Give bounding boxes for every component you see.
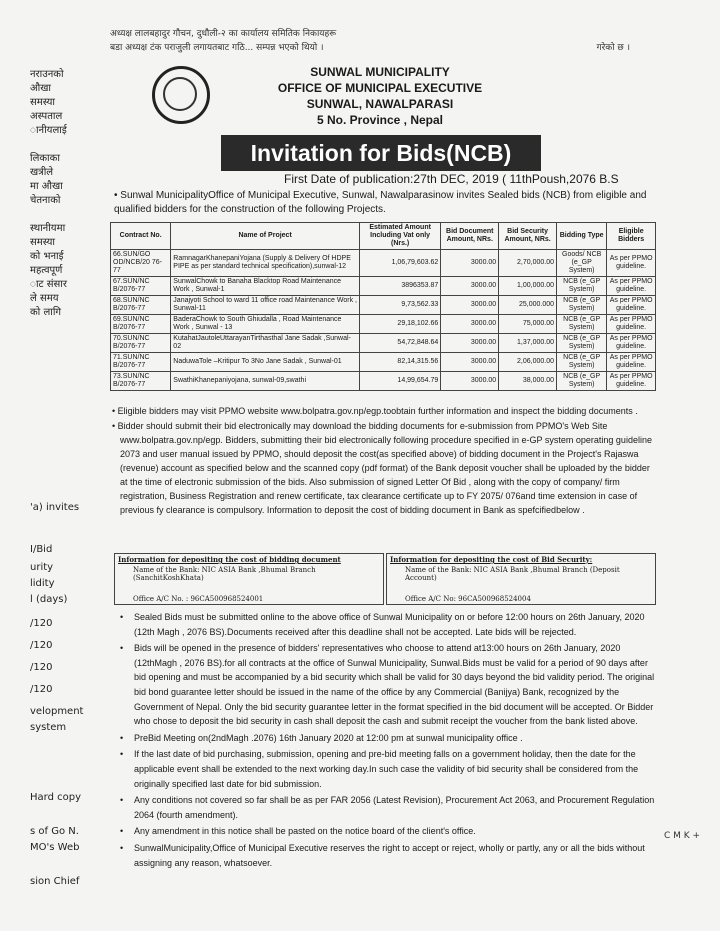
column-header: Name of Project <box>171 223 360 250</box>
table-cell: As per PPMO guideline. <box>607 353 656 372</box>
adjacent-column-word: sion Chief <box>30 876 80 887</box>
table-cell: 69.SUN/NC B/2076-77 <box>111 315 171 334</box>
bid-notice <box>104 62 656 912</box>
bidding-instructions <box>110 404 656 518</box>
table-cell: NCB (e_GP System) <box>557 315 607 334</box>
table-cell: SwathiKhanepaniyojana, sunwal-09,swathi <box>171 372 360 391</box>
adjacent-column-word: चेतनाको <box>30 195 61 206</box>
adjacent-column-word: महत्वपूर्ण <box>30 265 63 276</box>
adjacent-column-word: खत्रीले <box>30 167 54 178</box>
deposit-header: Information for depositing the cost of bidding document <box>118 555 341 564</box>
table-cell: NCB (e_GP System) <box>557 277 607 296</box>
table-header-row <box>111 223 656 250</box>
terms-list <box>110 610 656 872</box>
instruction-paragraph: • Eligible bidders may visit PPMO website www.bolpatra.gov.np/egp.toobtain further information and inspect the bidding documents . <box>112 406 638 416</box>
adjacent-column-word: /120 <box>30 618 53 629</box>
table-cell: Goods/ NCB (e_GP System) <box>557 250 607 277</box>
table-cell: 54,72,848.64 <box>359 334 440 353</box>
table-cell: NCB (e_GP System) <box>557 296 607 315</box>
intro-paragraph: • Sunwal MunicipalityOffice of Municipal Executive, Sunwal, Nawalparasinow invites Sealed bids (NCB) from eligible and qualified bidders for the construction of the following Projects. <box>114 190 647 215</box>
adjacent-column-word: नराउनको <box>30 69 64 80</box>
header-line-2: OFFICE OF MUNICIPAL EXECUTIVE <box>277 81 483 95</box>
table-body <box>111 250 656 391</box>
deposit-info <box>114 553 654 605</box>
adjacent-column-word: समस्या <box>30 237 56 248</box>
adjacent-column-word: /120 <box>30 684 53 695</box>
table-cell: KutahatJautoleUttarayanTirthasthal Jane Sadak ,Sunwal-02 <box>171 334 360 353</box>
adjacent-column-word: समस्या <box>30 97 56 108</box>
adjacent-column-word: अस्पताल <box>30 111 63 122</box>
print-registration-marks: C M K + <box>664 831 701 841</box>
column-header: Bid Security Amount, NRs. <box>499 223 557 250</box>
table-cell: As per PPMO guideline. <box>607 372 656 391</box>
column-header: Bid Document Amount, NRs. <box>441 223 499 250</box>
table-cell: 70.SUN/NC B/2076-77 <box>111 334 171 353</box>
column-header: Bidding Type <box>557 223 607 250</box>
table-cell: 9,73,562.33 <box>359 296 440 315</box>
nepal-emblem-seal <box>152 66 210 124</box>
table-cell: 3000.00 <box>441 296 499 315</box>
table-cell: 3000.00 <box>441 315 499 334</box>
deposit-box-document <box>114 553 384 605</box>
adjacent-column-word: MO's Web <box>30 842 80 853</box>
adjacent-column-word: को लागि <box>30 307 62 318</box>
table-cell: 3000.00 <box>441 250 499 277</box>
table-cell: 1,00,000.00 <box>499 277 557 296</box>
table-cell: As per PPMO guideline. <box>607 296 656 315</box>
table-cell: 66.SUN/GO OD/NCB/20 76-77 <box>111 250 171 277</box>
table-row <box>111 372 656 391</box>
table-cell: 2,70,000.00 <box>499 250 557 277</box>
adjacent-column-word: s of Go N. <box>30 826 79 837</box>
table-cell: 25,000.000 <box>499 296 557 315</box>
newspaper-top-strip <box>40 24 700 64</box>
deposit-bank: Name of the Bank: NIC ASIA Bank ,Bhumal Branch (SanchitKoshKhata) <box>133 566 316 582</box>
table-cell: 29,18,102.66 <box>359 315 440 334</box>
term-item: • If the last date of bid purchasing, submission, opening and pre-bid meeting falls on a government holiday, then the date for the applicable event shall be extended to the next working day.In such case the validity of bid security shall be considered from the originally specified last date for bid submission. <box>110 747 656 791</box>
adjacent-column-word: lidity <box>30 578 55 589</box>
table-cell: 68.SUN/NC B/2076-77 <box>111 296 171 315</box>
adjacent-column-word: /120 <box>30 640 53 651</box>
adjacent-column-word: urity <box>30 562 54 573</box>
table-cell: SunwalChowk to Banaha Blacktop Road Maintenance Work , Sunwal-1 <box>171 277 360 296</box>
table-row <box>111 315 656 334</box>
top-strip-line-2: बडा अध्यक्ष टंक पराजुली लगायतबाट गठि... सम्पन्न भएको थियो । <box>110 43 324 53</box>
table-cell: 75,000.00 <box>499 315 557 334</box>
table-cell: As per PPMO guideline. <box>607 277 656 296</box>
column-header: Estimated Amount Including Vat only (Nrs.) <box>359 223 440 250</box>
publication-date: First Date of publication:27th DEC, 2019 ( 11thPoush,2076 B.S <box>284 172 619 186</box>
notice-title: Invitation for Bids(NCB) <box>221 135 541 171</box>
adjacent-column-text <box>30 66 100 916</box>
adjacent-column-word: औखा <box>30 83 51 94</box>
adjacent-column-word: ले समय <box>30 293 59 304</box>
table-cell: NCB (e_GP System) <box>557 372 607 391</box>
table-cell: 3000.00 <box>441 353 499 372</box>
header-line-1: SUNWAL MUNICIPALITY <box>310 65 450 79</box>
deposit-account: Office A/C No: 96CA500968524004 <box>405 595 531 603</box>
table-cell: 2,06,000.00 <box>499 353 557 372</box>
table-cell: 14,99,654.79 <box>359 372 440 391</box>
term-item: • Any amendment in this notice shall be pasted on the notice board of the client's office. <box>110 824 656 839</box>
table-cell: 3896353.87 <box>359 277 440 296</box>
adjacent-column-word: velopment <box>30 706 84 717</box>
header-line-4: 5 No. Province , Nepal <box>316 113 444 127</box>
adjacent-column-word: ाट संसार <box>30 279 67 290</box>
table-row <box>111 334 656 353</box>
table-cell: BaderaChowk to South Ghiudalla , Road Maintenance Work , Sunwal - 13 <box>171 315 360 334</box>
top-strip-line-2-right: गरेको छ । <box>596 43 630 53</box>
table-cell: NCB (e_GP System) <box>557 334 607 353</box>
instruction-paragraph: • Bidder should submit their bid electronically may download the bidding documents for e-submission from PPMO's Web Site www.bolpatra.gov.np/egp. Bidders, submitting their bid electronically following procedure specified in e-GP system operating guideline 2073 and user manual issued by PPMO, should deposit the cost(as specified above) of bidding document in the Project's Rajaswa (revenue) account as specified below and the scanned copy (pdf format) of the Bank deposit voucher shall be uploaded by the bidder at the time of electronic submission of the bids. Also submission of signed Letter Of Bid , along with the copy of company/ firm registration, Business Registration and renew certificate, tax clearance certificate up to FY 2075/ 076and time extension in case of previous fy clearance is compulsory. Information to deposit the cost of bidding document in Bank as spefcifiedbelow . <box>112 421 652 515</box>
term-item: • Bids will be opened in the presence of bidders' representatives who choose to attend at13:00 hours on 26th January, 2020 (12thMagh , 2076 BS).for all contracts at the office of Sunwal Municipality, Sunwal.Bids must be valid for a period of 90 days after bid opening and must be accompanied by a bid security which shall be valid for 30 days beyond the bid validity period. The original bid bond guarantee letter should be issued in the name of the office by any Commercial (Banijya) Bank, recognized by the Government of Nepal. Only the bid security guarantee letter in the format specified in the bid document will be accepted. Or Bidder who chose to deposit the bid security in cash shall deposit the cash and submit receipt the voucher from the bank listed above. <box>110 641 656 729</box>
adjacent-column-word: /120 <box>30 662 53 673</box>
adjacent-column-word: I/Bid <box>30 544 53 555</box>
adjacent-column-word: मा औखा <box>30 181 63 192</box>
table-row <box>111 250 656 277</box>
table-row <box>111 353 656 372</box>
projects-table <box>110 222 656 391</box>
table-cell: 38,000.00 <box>499 372 557 391</box>
top-strip-line-1: अध्यक्ष लालबहादुर गौचन, दुधौली-२ का कार्यालय समितिक निकायहरू <box>110 29 337 39</box>
table-cell: NaduwaTole –Kritipur To 3No Jane Sadak , Sunwal-01 <box>171 353 360 372</box>
table-cell: 1,06,79,603.62 <box>359 250 440 277</box>
deposit-box-security <box>386 553 656 605</box>
deposit-bank: Name of the Bank: NIC ASIA Bank ,Bhumal Branch (Deposit Account) <box>405 566 620 582</box>
table-cell: As per PPMO guideline. <box>607 250 656 277</box>
adjacent-column-word: को भनाई <box>30 251 64 262</box>
deposit-account: Office A/C No. : 96CA500968524001 <box>133 595 264 603</box>
adjacent-column-word: 'a) invites <box>30 502 80 513</box>
column-header: Eligible Bidders <box>607 223 656 250</box>
table-cell: 82,14,315.56 <box>359 353 440 372</box>
adjacent-column-word: system <box>30 722 67 733</box>
adjacent-column-word: ानीयलाई <box>30 125 67 136</box>
table-row <box>111 277 656 296</box>
table-cell: RamnagarKhanepaniYojana (Supply & Delivery Of HDPE PIPE as per standard technical specification),sunwal-12 <box>171 250 360 277</box>
table-cell: 1,37,000.00 <box>499 334 557 353</box>
table-cell: 67.SUN/NC B/2076-77 <box>111 277 171 296</box>
deposit-header: Information for depositing the cost of Bid Security: <box>390 555 593 564</box>
adjacent-column-word: l (days) <box>30 594 68 605</box>
adjacent-column-word: लिकाका <box>30 153 60 164</box>
term-item: • SunwalMunicipality,Office of Municipal Executive reserves the right to accept or reject, wholly or partly, any or all the bids without assigning any reason, whatsoever. <box>110 841 656 870</box>
notice-header <box>104 62 656 128</box>
adjacent-column-word: Hard copy <box>30 792 81 803</box>
table-cell: Janajyoti School to ward 11 office road Maintenance Work , Sunwal-11 <box>171 296 360 315</box>
table-cell: As per PPMO guideline. <box>607 315 656 334</box>
table-cell: As per PPMO guideline. <box>607 334 656 353</box>
table-cell: 71.SUN/NC B/2076-77 <box>111 353 171 372</box>
adjacent-column-word: स्थानीयमा <box>30 223 66 234</box>
term-item: • Any conditions not covered so far shall be as per FAR 2056 (Latest Revision), Procurement Act 2063, and Procurement Regulation 2064 (fourth amendment). <box>110 793 656 822</box>
term-item: • PreBid Meeting on(2ndMagh .2076) 16th January 2020 at 12:00 pm at sunwal municipality office . <box>110 731 656 746</box>
table-row <box>111 296 656 315</box>
table-cell: 3000.00 <box>441 372 499 391</box>
header-line-3: SUNWAL, NAWALPARASI <box>306 97 454 111</box>
column-header: Contract No. <box>111 223 171 250</box>
table-cell: 73.SUN/NC B/2076-77 <box>111 372 171 391</box>
term-item: • Sealed Bids must be submitted online to the above office of Sunwal Municipality on or before 12:00 hours on 26th January, 2020 (12th Magh , 2076 BS).Documents received after this deadline shall not be accepted. Late bids will be rejected. <box>110 610 656 639</box>
table-cell: 3000.00 <box>441 334 499 353</box>
table-cell: NCB (e_GP System) <box>557 353 607 372</box>
table-cell: 3000.00 <box>441 277 499 296</box>
